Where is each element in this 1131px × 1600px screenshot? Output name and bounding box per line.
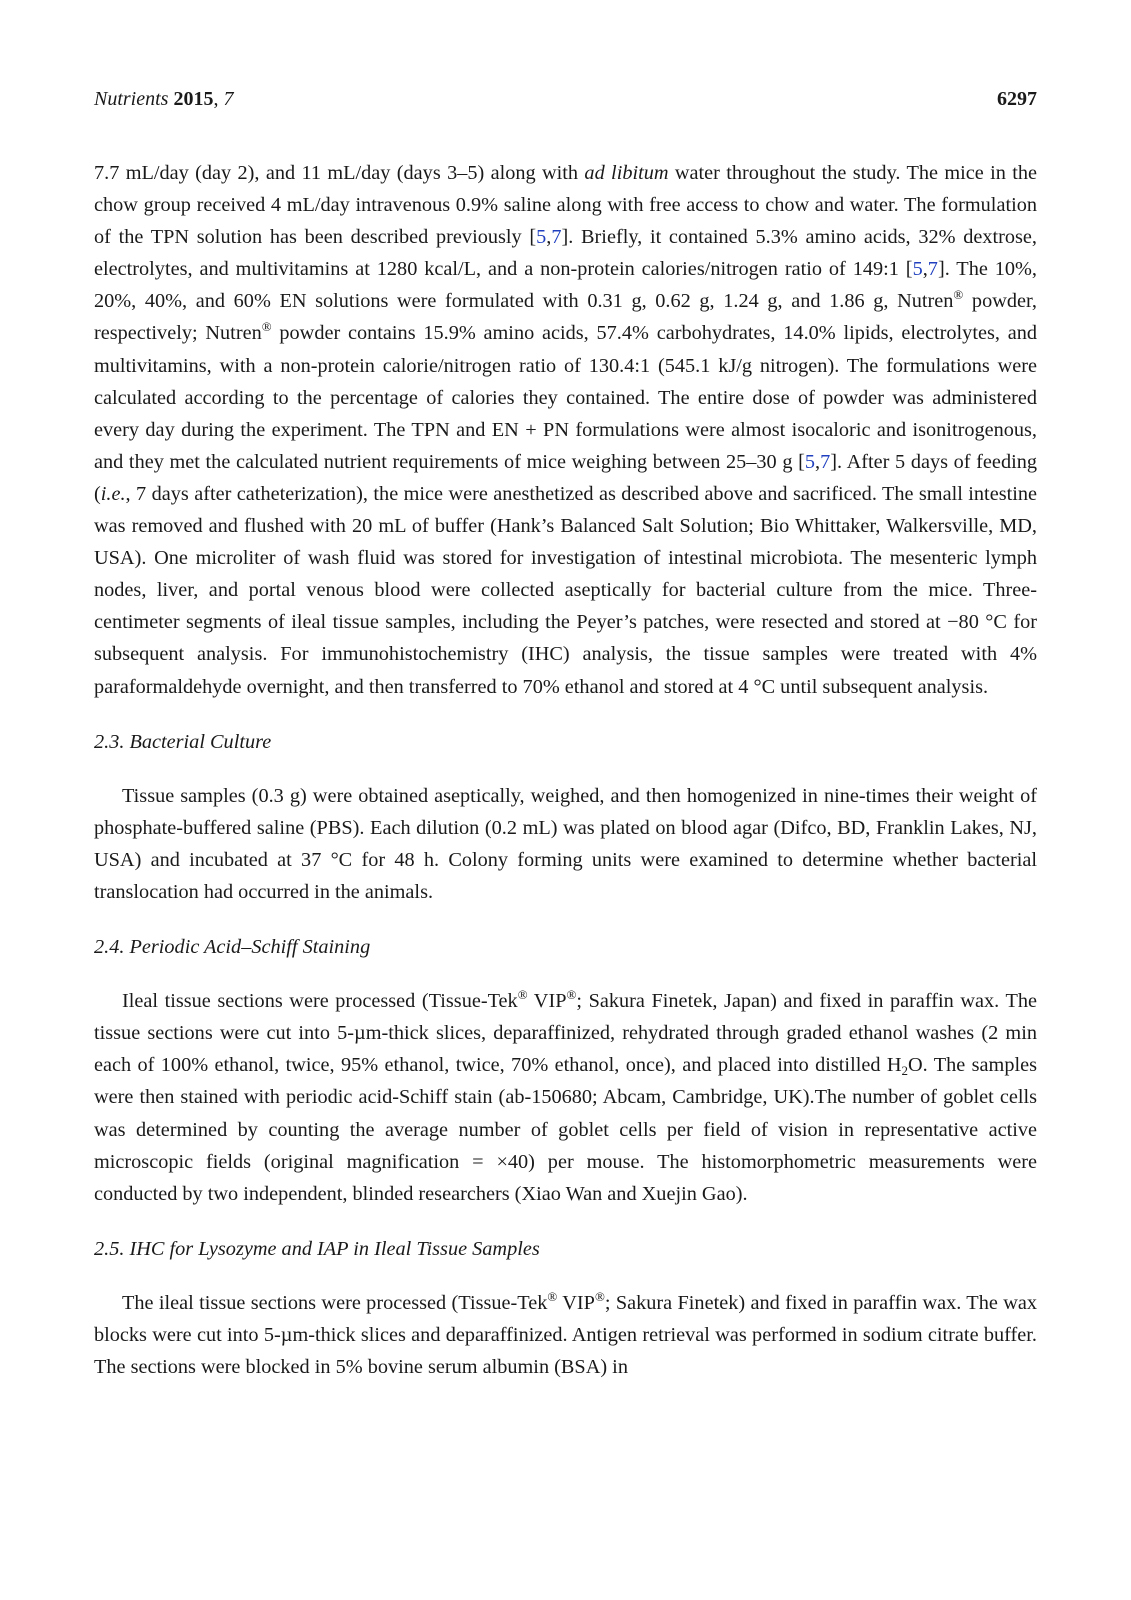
citation-link[interactable]: 5 <box>804 450 816 473</box>
citation-link[interactable]: 7 <box>820 450 831 473</box>
section-heading-pas-staining: 2.4. Periodic Acid–Schiff Staining <box>94 936 371 959</box>
registered-mark: ® <box>953 287 964 303</box>
pas-staining-paragraph: Ileal tissue sections were processed (Tissue-Tek® VIP®; Sakura Finetek, Japan) and fixed in paraffin wax. The tissue sections were cut into 5-µm-thick slices, deparaffinized, rehydrated through graded ethanol washes (2 min each of 100% ethanol, twice, 95% ethanol, twice, 70% ethanol, once), and placed into distilled $H_2O$. The samples were then stained with periodic acid-Schiff stain (ab-150680; Abcam, Cambridge, UK).The number of goblet cells was determined by counting the average number of goblet cells per field of vision in representative active microscopic fields (original magnification = ×40) per mouse. The histomorphometric measurements were conducted by two independent, blinded researchers (Xiao Wan and Xuejin Gao). <box>94 987 1037 1205</box>
running-header <box>94 88 1037 111</box>
article-body <box>94 157 1037 1383</box>
section-heading-bacterial-culture: 2.3. Bacterial Culture <box>94 730 272 753</box>
volume-separator: , <box>213 88 224 110</box>
registered-mark: ® <box>517 987 528 1003</box>
section-heading-ihc: 2.5. IHC for Lysozyme and IAP in Ileal Tissue Samples <box>94 1237 540 1260</box>
subscript-2: 2 <box>901 1063 909 1079</box>
methods-paragraph-continued: 7.7 mL/day (day 2), and 11 mL/day (days 3–5) along with ad libitum water throughout the study. The mice in the chow group received 4 mL/day intravenous 0.9% saline along with free access to chow and water. The formulation of the TPN solution has been described previously [5,7]. Briefly, it contained 5.3% amino acids, 32% dextrose, electrolytes, and multivitamins at 1280 kcal/L, and a non-protein calories/nitrogen ratio of 149:1 [5,7]. The 10%, 20%, 40%, and 60% EN solutions were formulated with 0.31 g, 0.62 g, 1.24 g, and 1.86 g, Nutren® powder, respectively; Nutren® powder contains 15.9% amino acids, 57.4% carbohydrates, 14.0% lipids, electrolytes, and multivitamins, with a non-protein calorie/nitrogen ratio of 130.4:1 (545.1 kJ/g nitrogen). The formulations were calculated according to the percentage of calories they contained. The entire dose of powder was administered every day during the experiment. The TPN and EN + PN formulations were almost isocaloric and isonitrogenous, and they met the calculated nutrient requirements of mice weighing between 25–30 g [5,7]. After 5 days of feeding (i.e., 7 days after catheterization), the mice were anesthetized as described above and sacrificed. The small intestine was removed and flushed with 20 mL of buffer (Hank’s Balanced Salt Solution; Bio Whittaker, Walkersville, MD, USA). One microliter of wash fluid was stored for investigation of intestinal microbiota. The mesenteric lymph nodes, liver, and portal venous blood were collected aseptically for bacterial culture from the mice. Three-centimeter segments of ileal tissue samples, including the Peyer’s patches, were resected and stored at −80 °C for subsequent analysis. For immunohistochemistry (IHC) analysis, the tissue samples were treated with 4% paraformaldehyde overnight, and then transferred to 70% ethanol and stored at 4 °C until subsequent analysis. <box>94 162 1038 698</box>
ihc-paragraph: The ileal tissue sections were processed (Tissue-Tek® VIP®; Sakura Finetek) and fixed in paraffin wax. The wax blocks were cut into 5-µm-thick slices and deparaffinized. Antigen retrieval was performed in sodium citrate buffer. The sections were blocked in 5% bovine serum albumin (BSA) in <box>94 1288 1037 1379</box>
registered-mark: ® <box>261 319 272 335</box>
registered-mark: ® <box>594 1288 605 1304</box>
journal-volume: 7 <box>223 88 234 110</box>
citation-link[interactable]: 5 <box>912 258 923 281</box>
bacterial-culture-paragraph: Tissue samples (0.3 g) were obtained aseptically, weighed, and then homogenized in nine-times their weight of phosphate-buffered saline (PBS). Each dilution (0.2 mL) was plated on blood agar (Difco, BD, Franklin Lakes, NJ, USA) and incubated at 37 °C for 48 h. Colony forming units were examined to determine whether bacterial translocation had occurred in the animals. <box>94 784 1037 903</box>
registered-mark: ® <box>566 987 577 1003</box>
journal-citation <box>94 88 233 111</box>
journal-name: Nutrients <box>94 88 169 110</box>
citation-link[interactable]: 7 <box>551 226 562 249</box>
page-number: 6297 <box>997 88 1037 110</box>
journal-year: 2015 <box>173 88 214 110</box>
registered-mark: ® <box>547 1288 558 1304</box>
citation-link[interactable]: 7 <box>927 258 938 281</box>
citation-link[interactable]: 5 <box>536 226 547 249</box>
